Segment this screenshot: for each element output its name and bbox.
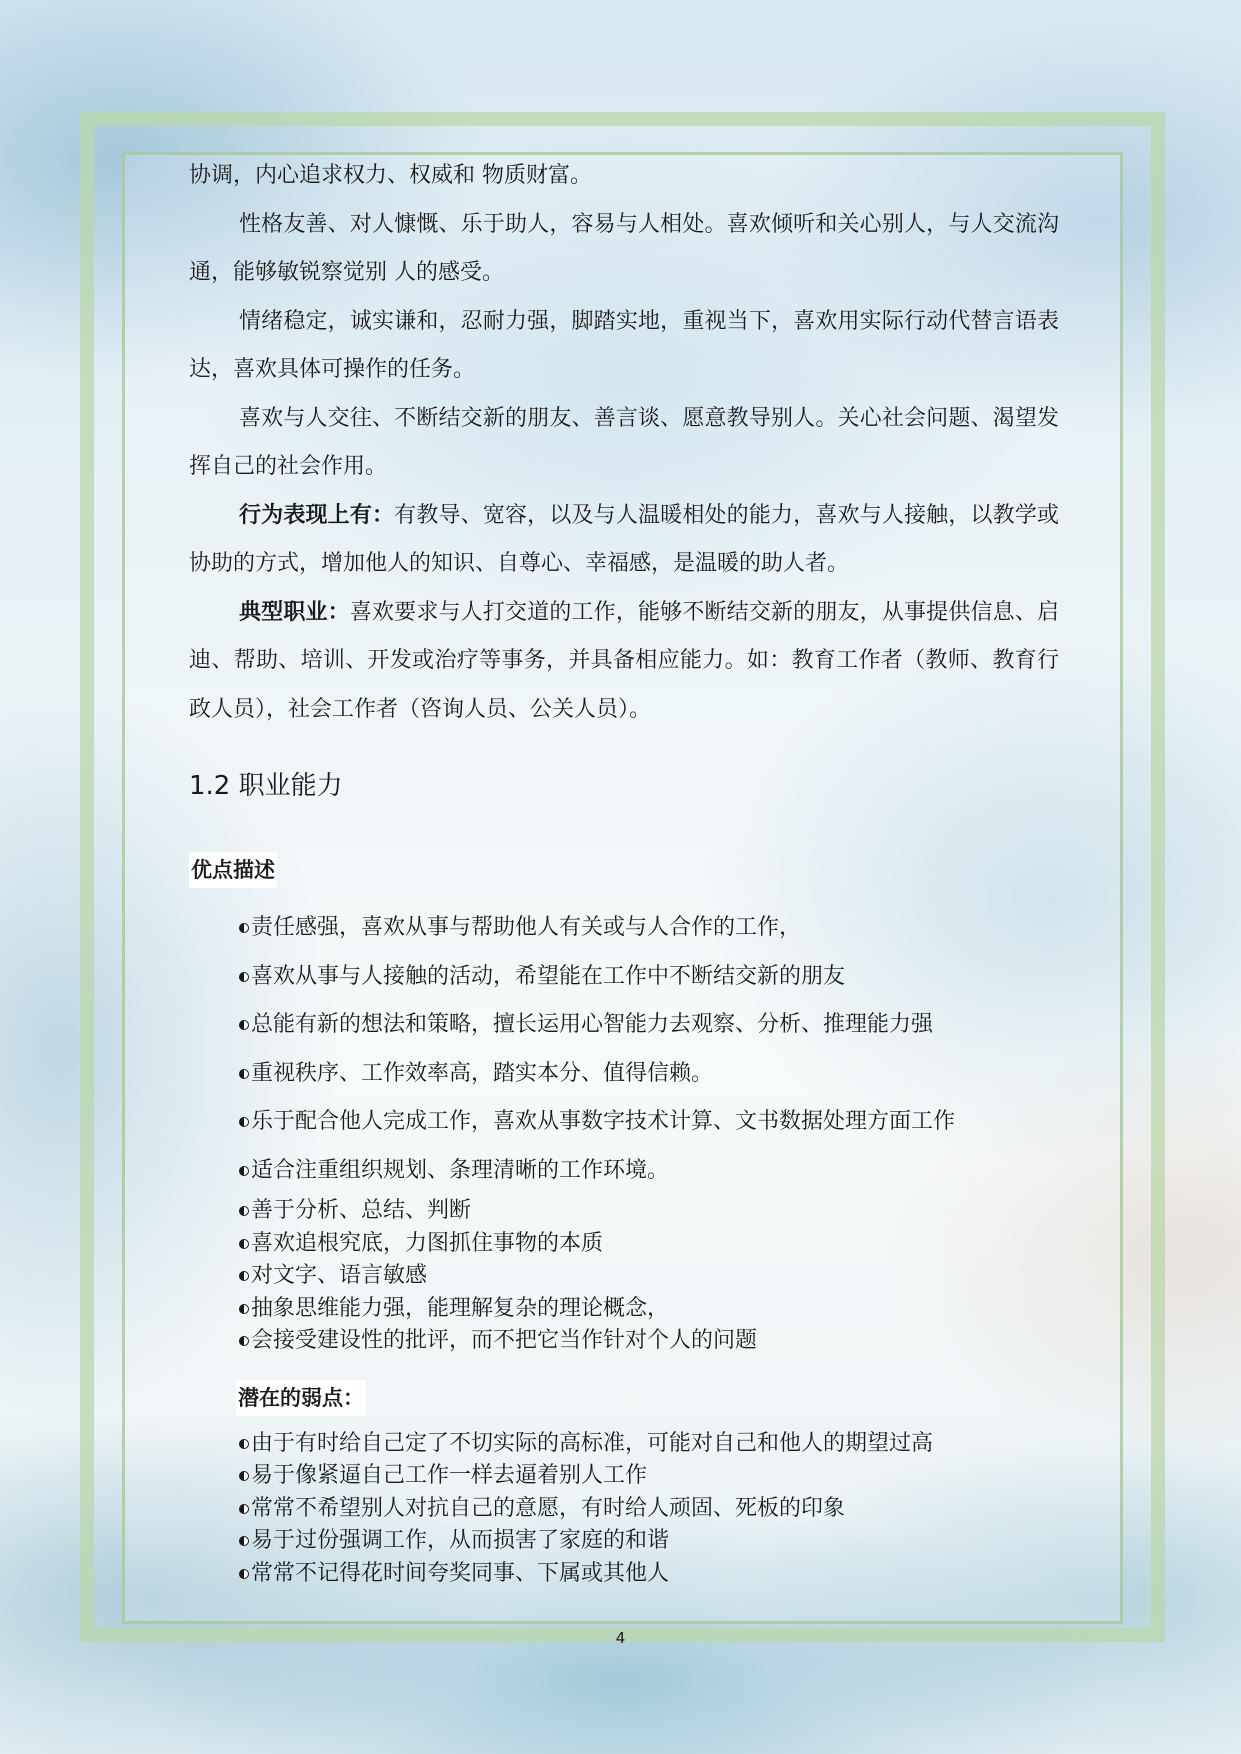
bullet-icon	[239, 1471, 249, 1481]
list-item: 适合注重组织规划、条理清晰的工作环境。	[239, 1147, 1059, 1196]
list-item: 喜欢追根究底，力图抓住事物的本质	[239, 1228, 1059, 1261]
bullet-icon	[239, 1569, 249, 1579]
page-number: 4	[615, 1629, 626, 1647]
weaknesses-label: 潜在的弱点：	[236, 1380, 366, 1416]
paragraph-temperament: 情绪稳定，诚实谦和，忍耐力强，脚踏实地，重视当下，喜欢用实际行动代替言语表达，喜欢具体可操作的任务。	[189, 308, 1059, 382]
list-item: 易于像紧逼自己工作一样去逼着别人工作	[239, 1460, 1059, 1493]
bullet-icon	[239, 1117, 249, 1127]
list-item: 会接受建设性的批评，而不把它当作针对个人的问题	[239, 1325, 1059, 1358]
behavior-label: 行为表现上有：	[239, 502, 395, 528]
paragraph-typical-careers	[189, 589, 1059, 735]
paragraph-personality: 性格友善、对人慷慨、乐于助人，容易与人相处。喜欢倾听和关心别人，与人交流沟通，能够敏锐察觉别 人的感受。	[189, 211, 1059, 285]
bullet-icon	[239, 1166, 249, 1176]
paragraph-social: 喜欢与人交往、不断结交新的朋友、善言谈、愿意教导别人。关心社会问题、渴望发挥自己的社会作用。	[189, 405, 1059, 479]
bullet-icon	[239, 1206, 249, 1216]
list-item: 重视秩序、工作效率高，踏实本分、值得信赖。	[239, 1050, 1059, 1099]
bullet-icon	[239, 923, 249, 933]
list-item: 常常不希望别人对抗自己的意愿，有时给人顽固、死板的印象	[239, 1493, 1059, 1526]
list-item: 喜欢从事与人接触的活动，希望能在工作中不断结交新的朋友	[239, 953, 1059, 1002]
behavior-text: 有教导、宽容，以及与人温暖相处的能力，喜欢与人接触，以教学或协助的方式，增加他人的知识、自尊心、幸福感，是温暖的助人者。	[189, 502, 1059, 576]
paragraph-continuation: 协调，内心追求权力、权威和 物质财富。	[189, 163, 592, 188]
list-item: 由于有时给自己定了不切实际的高标准，可能对自己和他人的期望过高	[239, 1428, 1059, 1461]
bullet-icon	[239, 1239, 249, 1249]
bullet-icon	[239, 1336, 249, 1346]
bullet-icon	[239, 972, 249, 982]
bullet-icon	[239, 1439, 249, 1449]
weaknesses-list	[239, 1428, 1059, 1591]
list-item: 善于分析、总结、判断	[239, 1195, 1059, 1228]
bullet-icon	[239, 1271, 249, 1281]
bullet-icon	[239, 1304, 249, 1314]
page-content	[189, 152, 1059, 1590]
bullet-icon	[239, 1504, 249, 1514]
list-item: 对文字、语言敏感	[239, 1260, 1059, 1293]
list-item: 乐于配合他人完成工作，喜欢从事数字技术计算、文书数据处理方面工作	[239, 1098, 1059, 1147]
typical-careers-label: 典型职业：	[239, 599, 350, 625]
section-heading: 1.2 职业能力	[189, 771, 343, 801]
paragraph-behavior	[189, 492, 1059, 589]
list-item: 总能有新的想法和策略，擅长运用心智能力去观察、分析、推理能力强	[239, 1001, 1059, 1050]
list-item: 抽象思维能力强，能理解复杂的理论概念，	[239, 1293, 1059, 1326]
list-item: 常常不记得花时间夸奖同事、下属或其他人	[239, 1558, 1059, 1591]
strengths-label: 优点描述	[189, 852, 277, 888]
bullet-icon	[239, 1020, 249, 1030]
strengths-list-wide	[239, 904, 1059, 1195]
list-item: 易于过份强调工作，从而损害了家庭的和谐	[239, 1525, 1059, 1558]
strengths-list-tight	[239, 1195, 1059, 1358]
bullet-icon	[239, 1536, 249, 1546]
bullet-icon	[239, 1069, 249, 1079]
list-item: 责任感强，喜欢从事与帮助他人有关或与人合作的工作，	[239, 904, 1059, 953]
typical-careers-text: 喜欢要求与人打交道的工作，能够不断结交新的朋友，从事提供信息、启迪、帮助、培训、开发或治疗等事务，并具备相应能力。如：教育工作者（教师、教育行政人员），社会工作者（咨询人员、公关人员）。	[189, 599, 1059, 722]
